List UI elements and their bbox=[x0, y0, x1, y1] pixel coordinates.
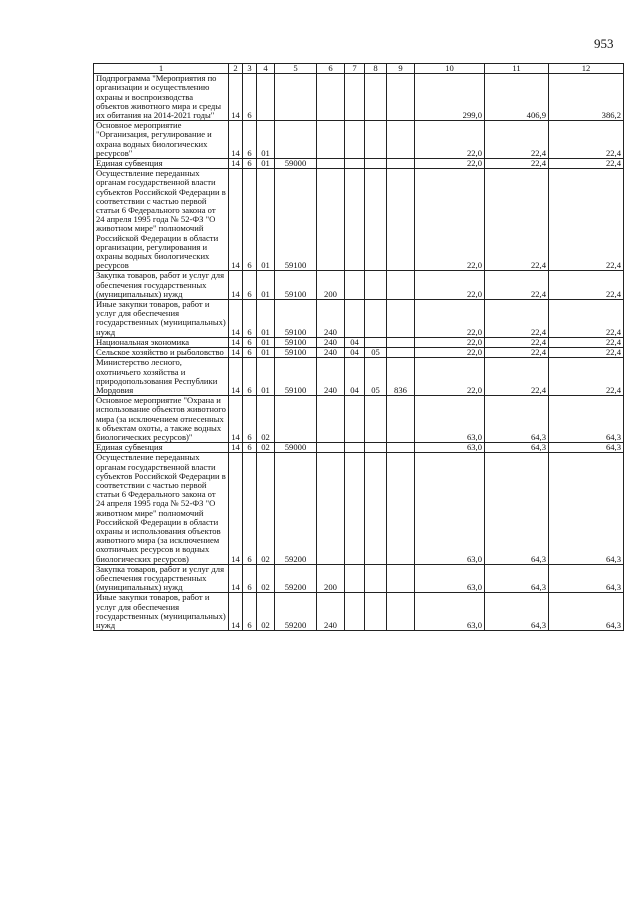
amount-2021: 22,4 bbox=[549, 169, 624, 271]
code-rz bbox=[345, 396, 365, 443]
table-row bbox=[94, 169, 624, 271]
code-gp: 14 bbox=[229, 121, 243, 159]
row-name: Осуществление переданных органам государственной власти субъектов Российской Федерации в соответствии с частью первой статьи 6 Федерального закона от 24 апреля 1995 года № 52-ФЗ "О животном мире" полномочий Российской Федерации в области охраны и использования объектов животного мира (за исключением охотничьих ресурсов и водных биологических ресурсов) bbox=[94, 453, 229, 564]
code-direction: 59200 bbox=[275, 453, 317, 564]
code-gp: 14 bbox=[229, 348, 243, 358]
code-direction: 59100 bbox=[275, 358, 317, 396]
amount-2020: 22,4 bbox=[485, 348, 549, 358]
header-row bbox=[94, 64, 624, 74]
code-om: 01 bbox=[257, 169, 275, 271]
code-vr: 200 bbox=[317, 271, 345, 300]
row-name: Сельское хозяйство и рыболовство bbox=[94, 348, 229, 358]
code-om: 02 bbox=[257, 564, 275, 593]
code-pp: 6 bbox=[243, 121, 257, 159]
code-pr: 05 bbox=[365, 358, 387, 396]
table-row bbox=[94, 358, 624, 396]
code-pp: 6 bbox=[243, 396, 257, 443]
code-om: 02 bbox=[257, 396, 275, 443]
code-vr bbox=[317, 169, 345, 271]
amount-2021: 64,3 bbox=[549, 396, 624, 443]
code-direction: 59200 bbox=[275, 564, 317, 593]
code-pp: 6 bbox=[243, 453, 257, 564]
code-pp: 6 bbox=[243, 74, 257, 121]
code-rz bbox=[345, 443, 365, 453]
code-vr: 240 bbox=[317, 337, 345, 347]
code-vr bbox=[317, 396, 345, 443]
code-pp: 6 bbox=[243, 300, 257, 338]
code-vr: 240 bbox=[317, 358, 345, 396]
amount-2019: 22,0 bbox=[415, 358, 485, 396]
code-pp: 6 bbox=[243, 159, 257, 169]
code-rz bbox=[345, 271, 365, 300]
row-name: Подпрограмма "Мероприятия по организации и осуществлению охраны и воспроизводства объектов животного мира и среды их обитания на 2014-2021 годы" bbox=[94, 74, 229, 121]
column-header: 11 bbox=[485, 64, 549, 74]
row-name: Основное мероприятие "Охрана и использование объектов животного мира (за исключением отнесенных к объектам охоты, а также водных биологических ресурсов)" bbox=[94, 396, 229, 443]
code-gp: 14 bbox=[229, 453, 243, 564]
code-vr bbox=[317, 443, 345, 453]
code-rz bbox=[345, 159, 365, 169]
column-header: 5 bbox=[275, 64, 317, 74]
code-vr: 200 bbox=[317, 564, 345, 593]
amount-2021: 22,4 bbox=[549, 271, 624, 300]
code-om: 02 bbox=[257, 443, 275, 453]
column-header: 9 bbox=[387, 64, 415, 74]
row-name: Иные закупки товаров, работ и услуг для обеспечения государственных (муниципальных) нужд bbox=[94, 300, 229, 338]
code-om: 01 bbox=[257, 300, 275, 338]
code-grbs bbox=[387, 74, 415, 121]
code-direction: 59100 bbox=[275, 337, 317, 347]
row-name: Министерство лесного, охотничьего хозяйства и природопользования Республики Мордовия bbox=[94, 358, 229, 396]
row-name: Национальная экономика bbox=[94, 337, 229, 347]
row-name: Единая субвенция bbox=[94, 159, 229, 169]
code-direction bbox=[275, 396, 317, 443]
code-pr bbox=[365, 564, 387, 593]
code-gp: 14 bbox=[229, 271, 243, 300]
code-pr bbox=[365, 271, 387, 300]
code-vr: 240 bbox=[317, 593, 345, 631]
table-row bbox=[94, 337, 624, 347]
code-direction: 59000 bbox=[275, 443, 317, 453]
code-om: 01 bbox=[257, 271, 275, 300]
code-vr bbox=[317, 453, 345, 564]
code-om: 01 bbox=[257, 121, 275, 159]
amount-2019: 22,0 bbox=[415, 169, 485, 271]
row-name: Единая субвенция bbox=[94, 443, 229, 453]
column-header: 7 bbox=[345, 64, 365, 74]
amount-2019: 63,0 bbox=[415, 443, 485, 453]
code-rz bbox=[345, 74, 365, 121]
code-gp: 14 bbox=[229, 593, 243, 631]
code-gp: 14 bbox=[229, 564, 243, 593]
table-row bbox=[94, 159, 624, 169]
table-body bbox=[94, 74, 624, 631]
column-header: 3 bbox=[243, 64, 257, 74]
amount-2021: 22,4 bbox=[549, 358, 624, 396]
column-header: 10 bbox=[415, 64, 485, 74]
amount-2020: 64,3 bbox=[485, 396, 549, 443]
code-gp: 14 bbox=[229, 74, 243, 121]
table-row bbox=[94, 300, 624, 338]
code-direction: 59000 bbox=[275, 159, 317, 169]
column-header: 12 bbox=[549, 64, 624, 74]
code-rz: 04 bbox=[345, 358, 365, 396]
amount-2019: 22,0 bbox=[415, 300, 485, 338]
page-number: 953 bbox=[594, 36, 614, 51]
code-direction bbox=[275, 121, 317, 159]
code-pp: 6 bbox=[243, 358, 257, 396]
row-name: Основное мероприятие "Организация, регулирование и охрана водных биологических ресурсов" bbox=[94, 121, 229, 159]
amount-2019: 22,0 bbox=[415, 348, 485, 358]
row-name: Осуществление переданных органам государственной власти субъектов Российской Федерации в соответствии с частью первой статьи 6 Федерального закона от 24 апреля 1995 года № 52-ФЗ "О животном мире" полномочий Российской Федерации в области организации, регулирования и охраны водных биологических ресурсов bbox=[94, 169, 229, 271]
code-rz bbox=[345, 593, 365, 631]
code-pr bbox=[365, 453, 387, 564]
amount-2021: 22,4 bbox=[549, 159, 624, 169]
code-pr bbox=[365, 396, 387, 443]
code-direction: 59100 bbox=[275, 348, 317, 358]
amount-2020: 22,4 bbox=[485, 169, 549, 271]
amount-2019: 22,0 bbox=[415, 121, 485, 159]
table-row bbox=[94, 271, 624, 300]
column-header: 4 bbox=[257, 64, 275, 74]
code-om bbox=[257, 74, 275, 121]
code-gp: 14 bbox=[229, 337, 243, 347]
code-om: 02 bbox=[257, 453, 275, 564]
code-grbs bbox=[387, 121, 415, 159]
code-pr bbox=[365, 300, 387, 338]
code-vr bbox=[317, 74, 345, 121]
column-header: 1 bbox=[94, 64, 229, 74]
code-om: 01 bbox=[257, 358, 275, 396]
amount-2021: 22,4 bbox=[549, 337, 624, 347]
code-pp: 6 bbox=[243, 169, 257, 271]
code-direction: 59200 bbox=[275, 593, 317, 631]
column-header: 6 bbox=[317, 64, 345, 74]
code-pr bbox=[365, 169, 387, 271]
table-row bbox=[94, 74, 624, 121]
code-pp: 6 bbox=[243, 443, 257, 453]
code-vr bbox=[317, 159, 345, 169]
code-grbs bbox=[387, 348, 415, 358]
code-rz bbox=[345, 169, 365, 271]
code-direction: 59100 bbox=[275, 271, 317, 300]
amount-2021: 386,2 bbox=[549, 74, 624, 121]
amount-2019: 63,0 bbox=[415, 564, 485, 593]
code-direction: 59100 bbox=[275, 300, 317, 338]
amount-2021: 64,3 bbox=[549, 443, 624, 453]
code-gp: 14 bbox=[229, 300, 243, 338]
code-grbs bbox=[387, 396, 415, 443]
code-grbs bbox=[387, 159, 415, 169]
code-rz bbox=[345, 121, 365, 159]
code-gp: 14 bbox=[229, 443, 243, 453]
amount-2019: 22,0 bbox=[415, 337, 485, 347]
row-name: Закупка товаров, работ и услуг для обеспечения государственных (муниципальных) нужд bbox=[94, 564, 229, 593]
table-row bbox=[94, 453, 624, 564]
amount-2019: 63,0 bbox=[415, 453, 485, 564]
amount-2021: 22,4 bbox=[549, 348, 624, 358]
column-header: 2 bbox=[229, 64, 243, 74]
code-gp: 14 bbox=[229, 169, 243, 271]
amount-2020: 22,4 bbox=[485, 337, 549, 347]
amount-2021: 64,3 bbox=[549, 593, 624, 631]
amount-2020: 64,3 bbox=[485, 453, 549, 564]
code-pp: 6 bbox=[243, 271, 257, 300]
amount-2020: 22,4 bbox=[485, 159, 549, 169]
code-grbs bbox=[387, 337, 415, 347]
amount-2019: 22,0 bbox=[415, 271, 485, 300]
amount-2020: 22,4 bbox=[485, 121, 549, 159]
amount-2020: 64,3 bbox=[485, 564, 549, 593]
amount-2020: 64,3 bbox=[485, 593, 549, 631]
table-row bbox=[94, 593, 624, 631]
code-om: 01 bbox=[257, 337, 275, 347]
code-rz bbox=[345, 453, 365, 564]
code-pp: 6 bbox=[243, 337, 257, 347]
row-name: Закупка товаров, работ и услуг для обеспечения государственных (муниципальных) нужд bbox=[94, 271, 229, 300]
code-vr: 240 bbox=[317, 348, 345, 358]
code-gp: 14 bbox=[229, 396, 243, 443]
amount-2019: 63,0 bbox=[415, 396, 485, 443]
code-grbs bbox=[387, 453, 415, 564]
code-grbs: 836 bbox=[387, 358, 415, 396]
amount-2020: 64,3 bbox=[485, 443, 549, 453]
table-row bbox=[94, 348, 624, 358]
code-pp: 6 bbox=[243, 593, 257, 631]
code-pr: 05 bbox=[365, 348, 387, 358]
table-row bbox=[94, 396, 624, 443]
amount-2020: 406,9 bbox=[485, 74, 549, 121]
code-gp: 14 bbox=[229, 358, 243, 396]
amount-2019: 63,0 bbox=[415, 593, 485, 631]
row-name: Иные закупки товаров, работ и услуг для обеспечения государственных (муниципальных) нужд bbox=[94, 593, 229, 631]
amount-2020: 22,4 bbox=[485, 358, 549, 396]
amount-2019: 299,0 bbox=[415, 74, 485, 121]
code-pr bbox=[365, 593, 387, 631]
code-pr bbox=[365, 159, 387, 169]
code-rz: 04 bbox=[345, 348, 365, 358]
code-rz bbox=[345, 300, 365, 338]
code-direction: 59100 bbox=[275, 169, 317, 271]
code-pr bbox=[365, 337, 387, 347]
amount-2021: 22,4 bbox=[549, 121, 624, 159]
code-pr bbox=[365, 443, 387, 453]
code-rz: 04 bbox=[345, 337, 365, 347]
amount-2021: 64,3 bbox=[549, 453, 624, 564]
code-gp: 14 bbox=[229, 159, 243, 169]
code-rz bbox=[345, 564, 365, 593]
amount-2020: 22,4 bbox=[485, 300, 549, 338]
code-grbs bbox=[387, 564, 415, 593]
table-row bbox=[94, 121, 624, 159]
table-row bbox=[94, 564, 624, 593]
column-header: 8 bbox=[365, 64, 387, 74]
budget-table bbox=[93, 63, 624, 631]
amount-2021: 64,3 bbox=[549, 564, 624, 593]
code-vr bbox=[317, 121, 345, 159]
code-grbs bbox=[387, 593, 415, 631]
code-om: 01 bbox=[257, 348, 275, 358]
code-om: 02 bbox=[257, 593, 275, 631]
code-vr: 240 bbox=[317, 300, 345, 338]
code-pp: 6 bbox=[243, 564, 257, 593]
code-grbs bbox=[387, 300, 415, 338]
code-grbs bbox=[387, 271, 415, 300]
code-direction bbox=[275, 74, 317, 121]
code-om: 01 bbox=[257, 159, 275, 169]
code-pp: 6 bbox=[243, 348, 257, 358]
amount-2021: 22,4 bbox=[549, 300, 624, 338]
code-pr bbox=[365, 121, 387, 159]
code-grbs bbox=[387, 443, 415, 453]
amount-2019: 22,0 bbox=[415, 159, 485, 169]
amount-2020: 22,4 bbox=[485, 271, 549, 300]
code-pr bbox=[365, 74, 387, 121]
table-row bbox=[94, 443, 624, 453]
code-grbs bbox=[387, 169, 415, 271]
